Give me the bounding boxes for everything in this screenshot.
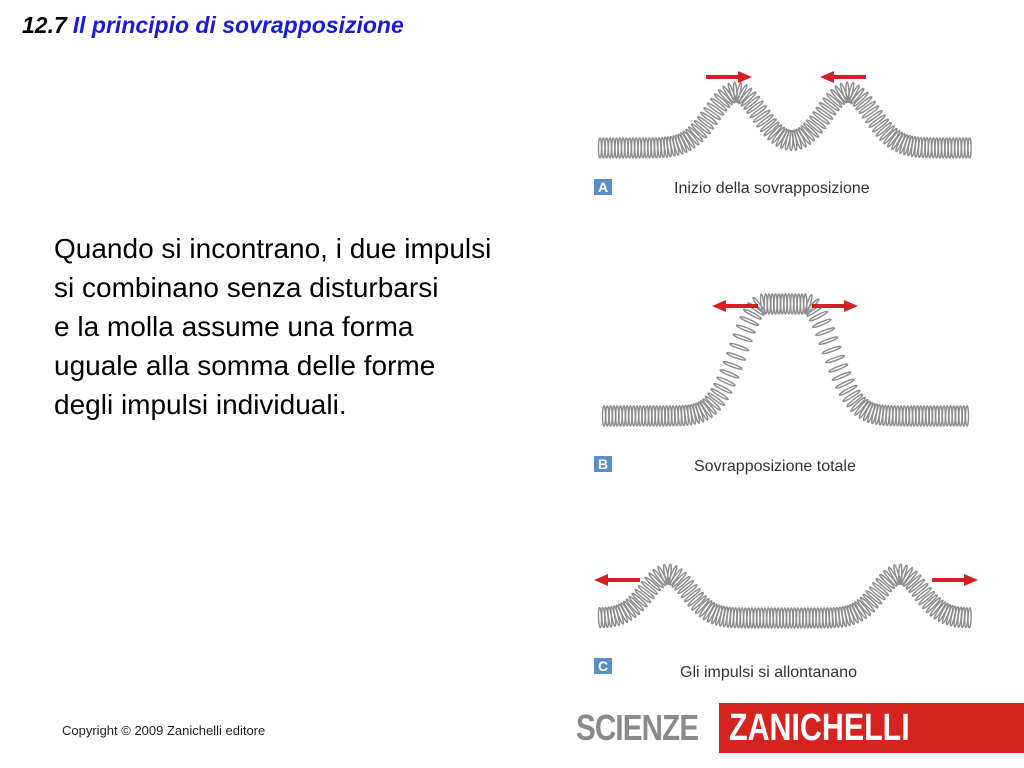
figure-panel-a <box>586 62 986 197</box>
spring-coil-loop <box>810 608 813 628</box>
spring-coil-loop <box>608 138 611 158</box>
spring-coil <box>603 294 969 426</box>
spring-coil-loop <box>757 608 760 628</box>
red-arrow-icon <box>706 71 752 83</box>
logo-zanichelli <box>719 703 1024 753</box>
spring-coil-loop <box>903 406 906 426</box>
spring-coil-loop <box>938 138 941 158</box>
spring-coil-loop <box>639 406 642 426</box>
spring-coil-loop <box>626 406 629 426</box>
spring-coil-loop <box>622 406 625 426</box>
spring-coil-loop <box>926 406 929 426</box>
spring-coil-loop <box>956 406 959 426</box>
paragraph-line: si combinano senza disturbarsi <box>54 272 439 303</box>
spring-coil-loop <box>828 363 848 373</box>
spring-coil-loop <box>948 138 951 158</box>
spring-coil-loop <box>733 333 753 343</box>
figure-badge-b: B <box>594 456 612 472</box>
spring-coil-loop <box>959 406 962 426</box>
spring-coil-loop <box>796 608 799 628</box>
slide-title <box>22 12 404 39</box>
spring-coil-loop <box>750 608 753 628</box>
spring-coil-loop <box>933 406 936 426</box>
spring-coil-loop <box>768 294 771 314</box>
spring-coil-loop <box>774 294 777 314</box>
spring-coil-loop <box>605 138 608 158</box>
spring-coil-loop <box>952 406 955 426</box>
spring-coil-loop <box>839 384 858 396</box>
spring-coil-loop <box>642 406 645 426</box>
spring-coil-loop <box>622 138 625 158</box>
spring-coil-loop <box>625 138 628 158</box>
spring-coil-loop <box>760 608 763 628</box>
spring-coil-loop <box>606 406 609 426</box>
spring-coil-loop <box>763 608 766 628</box>
spring-coil-loop <box>638 138 641 158</box>
spring-coil-loop <box>618 138 621 158</box>
logo-zanichelli-text: ZANICHELLI <box>729 707 910 749</box>
spring-coil-loop <box>825 354 845 364</box>
title-text: Il principio di sovrapposizione <box>72 12 404 38</box>
spring-coil-loop <box>966 406 969 426</box>
spring-coil-loop <box>723 360 743 370</box>
spring-coil-loop <box>783 608 786 628</box>
spring-coil-loop <box>726 352 746 362</box>
spring-coil-loop <box>636 406 639 426</box>
spring-coil-loop <box>787 294 790 314</box>
spring-coil-loop <box>942 138 945 158</box>
spring-coil-loop <box>777 608 780 628</box>
red-arrow-icon <box>712 300 758 312</box>
spring-coil-loop <box>955 138 958 158</box>
spring-coil-loop <box>641 138 644 158</box>
spring-coil-loop <box>754 608 757 628</box>
spring-coil-loop <box>770 608 773 628</box>
figure-panel-b <box>586 290 986 475</box>
spring-coil-loop <box>736 324 756 334</box>
figure-caption-a: Inizio della sovrapposizione <box>674 180 870 197</box>
spring-coil-loop <box>609 406 612 426</box>
spring-illustration-a <box>586 62 986 170</box>
spring-coil-loop <box>801 294 804 314</box>
spring-coil-loop <box>958 138 961 158</box>
spring-coil-loop <box>659 406 662 426</box>
spring-coil-loop <box>797 294 800 314</box>
spring-coil-loop <box>965 138 968 158</box>
spring-coil-loop <box>784 294 787 314</box>
spring-coil-loop <box>649 406 652 426</box>
spring-coil-loop <box>780 608 783 628</box>
spring-coil-loop <box>962 406 965 426</box>
spring-coil-loop <box>813 608 816 628</box>
paragraph-line: degli impulsi individuali. <box>54 389 347 420</box>
spring-coil-loop <box>773 608 776 628</box>
spring-coil-loop <box>793 608 796 628</box>
spring-coil-loop <box>936 406 939 426</box>
spring-coil-loop <box>635 138 638 158</box>
spring-coil-loop <box>628 138 631 158</box>
spring-coil-loop <box>602 138 605 158</box>
spring-coil-loop <box>939 406 942 426</box>
spring-coil-loop <box>615 138 618 158</box>
spring-coil-loop <box>720 369 740 379</box>
spring-coil-loop <box>781 294 784 314</box>
figure-caption-c: Gli impulsi si allontanano <box>680 664 857 681</box>
spring-coil-loop <box>790 608 793 628</box>
red-arrow-icon <box>932 574 978 586</box>
spring-coil-loop <box>946 406 949 426</box>
spring-coil-loop <box>818 336 838 346</box>
spring-coil-loop <box>791 294 794 314</box>
body-paragraph <box>54 229 614 424</box>
paragraph-line: Quando si incontrano, i due impulsi <box>54 233 492 264</box>
spring-coil-loop <box>764 294 767 314</box>
spring-coil-loop <box>645 406 648 426</box>
spring-coil-loop <box>916 406 919 426</box>
spring-coil-loop <box>612 406 615 426</box>
spring-coil-loop <box>612 138 615 158</box>
red-arrow-icon <box>820 71 866 83</box>
red-arrow-icon <box>594 574 640 586</box>
spring-coil-loop <box>816 608 819 628</box>
section-number: 12.7 <box>22 12 67 38</box>
spring-coil-loop <box>616 406 619 426</box>
spring-coil-loop <box>968 138 971 158</box>
copyright-text: Copyright © 2009 Zanichelli editore <box>62 723 266 738</box>
spring-coil-loop <box>803 608 806 628</box>
spring-coil-loop <box>906 406 909 426</box>
figure-caption-b: Sovrapposizione totale <box>694 458 856 475</box>
spring-coil-loop <box>631 138 634 158</box>
spring-coil-loop <box>949 406 952 426</box>
spring-coil <box>598 564 971 628</box>
spring-coil-loop <box>919 406 922 426</box>
spring-coil-loop <box>945 138 948 158</box>
spring-coil-loop <box>777 294 780 314</box>
paragraph-line: e la molla assume una forma <box>54 311 414 342</box>
spring-coil <box>599 82 972 158</box>
spring-coil-loop <box>794 294 797 314</box>
spring-coil-loop <box>822 345 842 355</box>
spring-coil-loop <box>961 138 964 158</box>
spring-coil-loop <box>952 138 955 158</box>
spring-coil-loop <box>800 608 803 628</box>
spring-coil-loop <box>913 406 916 426</box>
spring-coil-loop <box>942 406 945 426</box>
spring-coil-loop <box>655 406 658 426</box>
spring-coil-loop <box>652 406 655 426</box>
figure-badge-a: A <box>594 179 612 195</box>
spring-coil-loop <box>771 294 774 314</box>
spring-coil-loop <box>729 342 749 352</box>
spring-coil-loop <box>787 608 790 628</box>
spring-coil-loop <box>629 406 632 426</box>
spring-coil-loop <box>923 406 926 426</box>
paragraph-line: uguale alla somma delle forme <box>54 350 436 381</box>
spring-coil-loop <box>599 138 602 158</box>
spring-coil-loop <box>806 608 809 628</box>
spring-coil-loop <box>929 406 932 426</box>
spring-coil-loop <box>603 406 606 426</box>
spring-coil-loop <box>767 608 770 628</box>
spring-coil-loop <box>747 608 750 628</box>
logo-scienze: SCIENZE <box>576 707 699 748</box>
spring-coil-loop <box>665 406 668 426</box>
spring-illustration-b <box>586 290 986 440</box>
figure-panel-c <box>586 556 986 681</box>
spring-coil-loop <box>632 406 635 426</box>
spring-coil-loop <box>815 327 835 337</box>
spring-coil-loop <box>619 406 622 426</box>
spring-coil-loop <box>968 608 972 628</box>
spring-coil-loop <box>662 406 665 426</box>
spring-illustration-c <box>586 556 986 640</box>
spring-coil-loop <box>909 406 912 426</box>
figure-badge-c: C <box>594 658 612 674</box>
